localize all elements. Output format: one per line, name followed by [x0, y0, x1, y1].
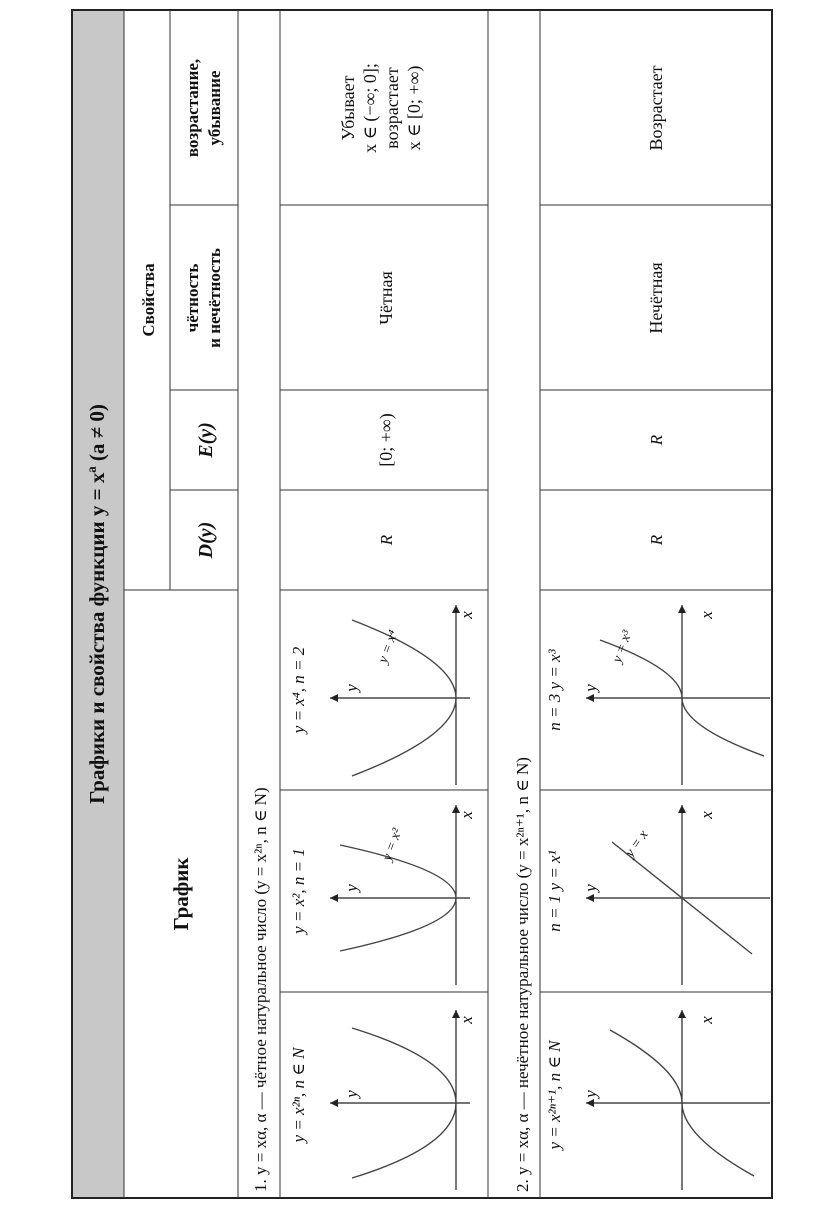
s1-mono-2: x ∈ (−∞; 0]; [360, 63, 380, 153]
s1-mono-3: возрастает [382, 67, 402, 149]
mono-header-line1: возрастание, [183, 58, 202, 158]
y-arrow [586, 894, 594, 902]
parity-header-line2: и нечётность [205, 248, 224, 348]
x-arrow [678, 605, 686, 613]
s1-graph-label-2: y = x², n = 1 [289, 848, 308, 934]
s1-graph-label-1: y = x²ⁿ, n ∈ N [289, 1047, 308, 1143]
s1-graph-label-3: y = x⁴, n = 2 [289, 646, 308, 734]
y-arrow [330, 694, 338, 702]
s1-domain: R [377, 534, 396, 546]
y-arrow [330, 1099, 338, 1107]
s2-graph-3 [581, 605, 770, 785]
y-axis-label: y [342, 884, 361, 892]
section2-title: 2. y = xα, α — нечётное натуральное число (y = x²ⁿ⁺¹, n ∈ N) [513, 757, 532, 1192]
s2-parity: Нечётная [646, 262, 666, 334]
s1-range: [0; +∞) [376, 413, 396, 467]
domain-header: D(y) [195, 521, 217, 559]
graph-header: График [169, 857, 193, 931]
table-grid [124, 10, 772, 1198]
s2-graph-label-3: n = 3 y = x³ [545, 649, 564, 731]
s2-range: R [647, 434, 666, 446]
y-arrow [330, 894, 338, 902]
s2-graph-2 [581, 805, 770, 985]
y-arrow [586, 694, 594, 702]
parity-header-line1: чётность [183, 263, 202, 333]
s2-graph-label-1: y = x²ⁿ⁺¹, n ∈ N [545, 1040, 564, 1150]
section1-title: 1. y = xα, α — чётное натуральное число (y = x²ⁿ, n ∈ N) [251, 787, 270, 1192]
x-axis-label: x [457, 1016, 476, 1024]
curve-label-x3: y = x³ [610, 628, 636, 665]
x-axis-label: x [457, 811, 476, 819]
y-axis-label: y [581, 684, 600, 692]
curve-label-x4: y = x⁴ [375, 628, 402, 666]
table-frame [72, 10, 772, 1198]
page-title: Графики и свойства функции y = xª (a ≠ 0) [85, 404, 109, 804]
s2-mono: Возрастает [646, 65, 666, 151]
s2-graph-label-2: n = 1 y = x¹ [545, 850, 564, 932]
s1-graph-1 [330, 1010, 476, 1190]
s1-graph-2 [330, 805, 476, 985]
x-axis-label: x [457, 611, 476, 619]
s1-parity: Чётная [376, 271, 396, 325]
mono-header-line2: убывание [205, 70, 224, 146]
x-axis-label: x [697, 611, 716, 619]
s1-mono-1: Убывает [338, 75, 358, 141]
x-arrow [678, 1010, 686, 1018]
curve-label-x2: y = x² [380, 826, 406, 863]
curve-label-x: y = x [622, 827, 652, 861]
y-axis-label: y [581, 884, 600, 892]
s1-graph-3 [330, 605, 476, 785]
y-axis-label: y [342, 1090, 361, 1098]
s2-domain: R [647, 534, 666, 546]
y-axis-label: y [342, 684, 361, 692]
s2-graph-1 [581, 1010, 770, 1190]
x-arrow [678, 805, 686, 813]
properties-header: Свойства [139, 263, 158, 337]
s1-mono-4: x ∈ [0; +∞) [404, 65, 424, 151]
y-axis-label: y [581, 1090, 600, 1098]
y-arrow [586, 1099, 594, 1107]
range-header: E(y) [195, 422, 217, 458]
x-axis-label: x [697, 1016, 716, 1024]
x-axis-label: x [697, 811, 716, 819]
